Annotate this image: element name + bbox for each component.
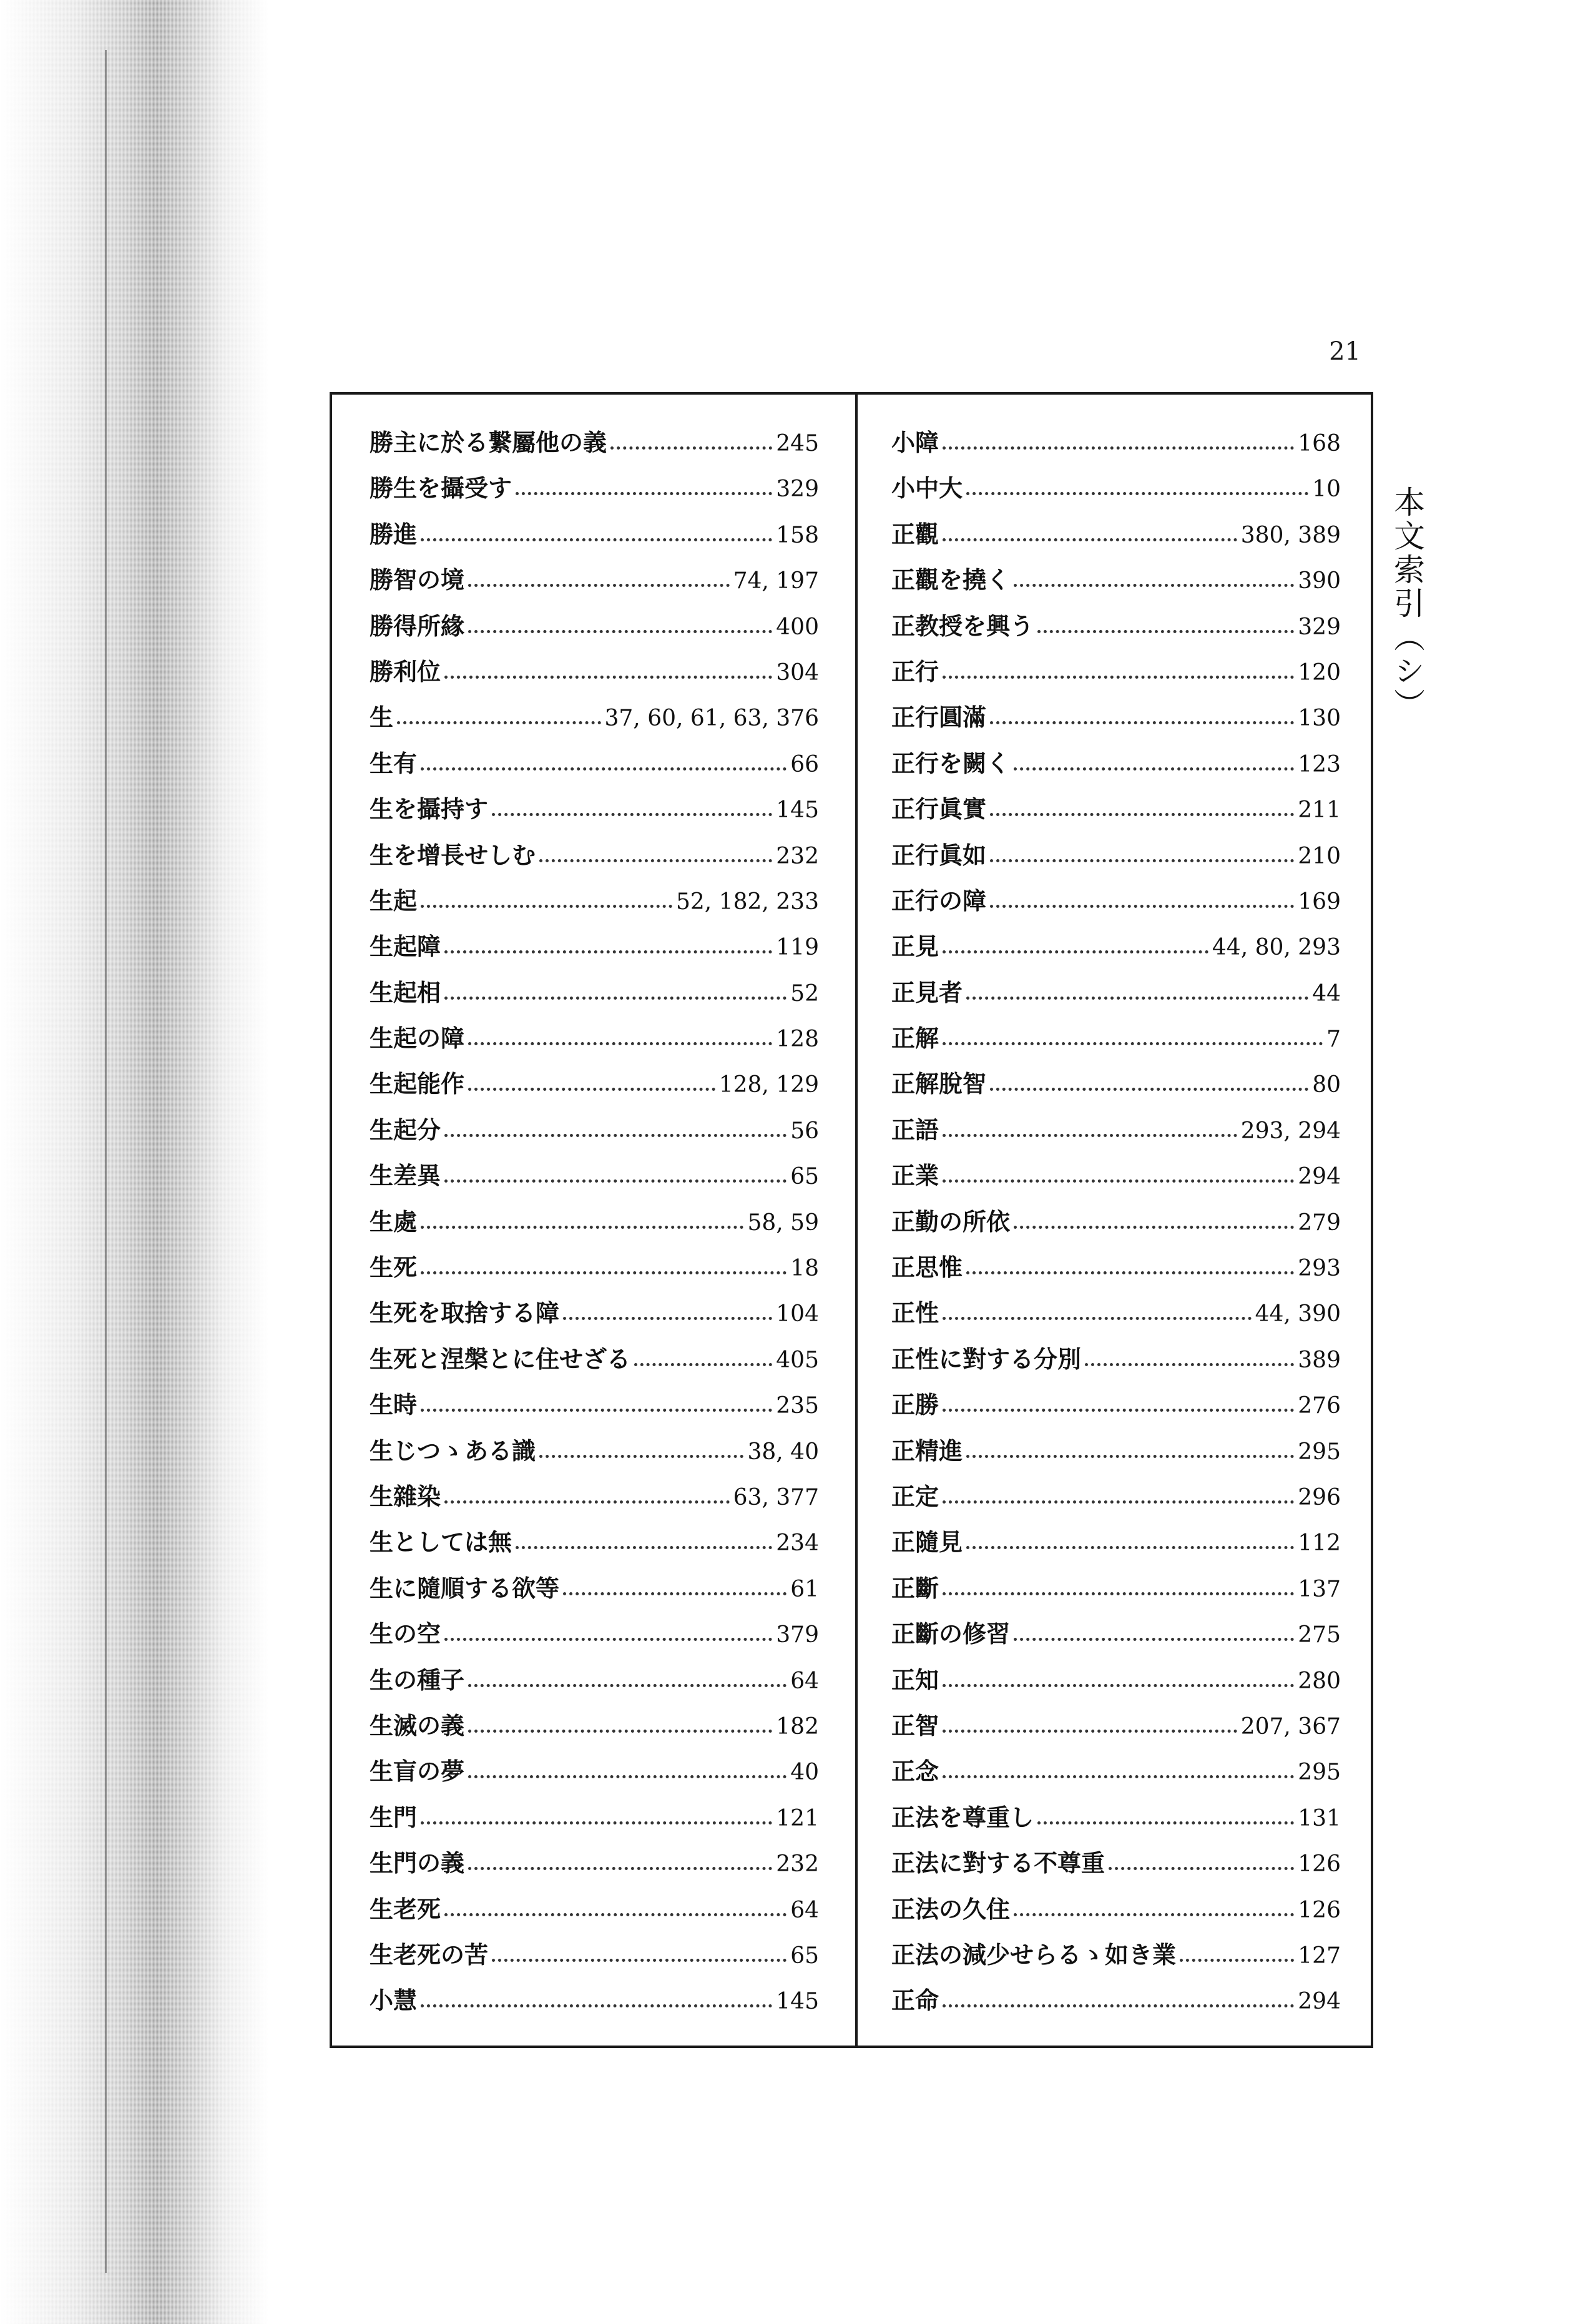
index-term: 正性 <box>891 1299 939 1327</box>
page-references: 120 <box>1298 659 1341 686</box>
dot-leader <box>943 538 1237 541</box>
dot-leader <box>421 905 672 908</box>
index-term: 生盲の夢 <box>370 1757 465 1786</box>
index-term: 正行 <box>891 657 939 686</box>
index-term: 生老死の苦 <box>370 1940 489 1969</box>
index-term: 勝進 <box>370 519 418 548</box>
index-entry <box>370 1748 819 1794</box>
index-entry <box>370 1428 819 1474</box>
page-references: 145 <box>776 1989 819 2015</box>
index-term: 生有 <box>370 749 418 777</box>
page-references: 128, 129 <box>718 1072 819 1098</box>
dot-leader <box>943 2004 1294 2007</box>
index-entry <box>891 694 1341 740</box>
index-entry <box>370 1244 819 1290</box>
index-entry <box>370 1290 819 1336</box>
index-entry <box>370 1199 819 1244</box>
column-divider <box>855 395 858 2046</box>
index-entry <box>370 741 819 786</box>
index-term: 正行の障 <box>891 886 987 915</box>
dot-leader <box>943 1134 1237 1137</box>
page-references: 329 <box>1298 614 1341 640</box>
index-term: 生起 <box>370 886 418 915</box>
page-references: 52 <box>790 980 819 1007</box>
page-references: 38, 40 <box>747 1439 819 1465</box>
index-term: 正斷 <box>891 1573 939 1602</box>
page-references: 280 <box>1298 1668 1341 1694</box>
page-references: 128 <box>776 1027 819 1053</box>
page-references: 119 <box>776 935 819 961</box>
page-references: 234 <box>776 1530 819 1557</box>
index-term: 小中大 <box>891 474 963 503</box>
index-entry <box>370 1977 819 2023</box>
index-entry <box>891 878 1341 923</box>
dot-leader <box>990 813 1294 816</box>
index-entry <box>891 420 1341 465</box>
page-references: 158 <box>776 522 819 548</box>
page-references: 294 <box>1298 1164 1341 1190</box>
page-references: 56 <box>790 1118 819 1144</box>
index-term: 生老死 <box>370 1894 441 1923</box>
index-entry <box>891 1199 1341 1244</box>
page-references: 275 <box>1298 1622 1341 1648</box>
index-column-right <box>891 420 1341 2024</box>
index-term: 正觀を撓く <box>891 566 1011 594</box>
index-term: 生としては無 <box>370 1528 512 1557</box>
dot-leader <box>943 1592 1294 1595</box>
index-entry <box>370 923 819 969</box>
dot-leader <box>444 1913 786 1916</box>
page-references: 168 <box>1298 431 1341 456</box>
index-entry <box>370 1932 819 1977</box>
dot-leader <box>468 1867 772 1870</box>
dot-leader <box>966 492 1308 495</box>
index-entry <box>891 1611 1341 1657</box>
index-entry <box>891 741 1341 786</box>
page-references: 380, 389 <box>1240 522 1341 548</box>
index-entry <box>370 1611 819 1657</box>
page-references: 295 <box>1298 1439 1341 1465</box>
index-entry <box>891 557 1341 603</box>
index-term: 勝得所緣 <box>370 611 465 640</box>
page-references: 389 <box>1298 1347 1341 1373</box>
index-entry <box>370 970 819 1015</box>
dot-leader <box>421 2004 772 2007</box>
page-references: 405 <box>776 1347 819 1373</box>
index-entry <box>891 1336 1341 1382</box>
index-entry <box>370 420 819 465</box>
page-references: 126 <box>1298 1897 1341 1923</box>
page-references: 64 <box>790 1668 819 1694</box>
index-entry <box>370 1153 819 1198</box>
index-entry <box>891 1840 1341 1886</box>
index-term: 正業 <box>891 1161 939 1190</box>
dot-leader <box>421 538 772 541</box>
dot-leader <box>492 813 772 816</box>
index-entry <box>891 1886 1341 1932</box>
index-term: 勝生を攝受す <box>370 474 512 503</box>
page-references: 80 <box>1312 1072 1341 1098</box>
page-references: 390 <box>1298 568 1341 594</box>
index-term: 正勤の所依 <box>891 1207 1011 1236</box>
page-references: 104 <box>776 1301 819 1327</box>
dot-leader <box>943 1317 1252 1320</box>
dot-leader <box>516 492 772 495</box>
index-term: 生差異 <box>370 1161 441 1190</box>
dot-leader <box>421 1821 772 1824</box>
index-term: 生を增長せしむ <box>370 840 536 869</box>
index-entry <box>370 1840 819 1886</box>
index-entry <box>370 603 819 649</box>
dot-leader <box>563 1317 772 1320</box>
page-references: 294 <box>1298 1989 1341 2015</box>
index-entry <box>891 1290 1341 1336</box>
page-references: 293 <box>1298 1256 1341 1282</box>
dot-leader <box>444 1134 786 1137</box>
dot-leader <box>966 1546 1294 1549</box>
dot-leader <box>444 1638 772 1641</box>
dot-leader <box>943 1179 1294 1183</box>
dot-leader <box>1037 1821 1294 1824</box>
index-term: 勝智の境 <box>370 566 465 594</box>
index-term: 正命 <box>891 1986 939 2015</box>
index-term: 生に隨順する欲等 <box>370 1573 560 1602</box>
page-references: 64 <box>790 1897 819 1923</box>
page-references: 169 <box>1298 889 1341 915</box>
index-term: 生雜染 <box>370 1482 441 1510</box>
index-term: 正智 <box>891 1711 939 1740</box>
dot-leader <box>444 676 772 679</box>
index-entry <box>891 1977 1341 2023</box>
dot-leader <box>943 1775 1294 1778</box>
index-entry <box>370 465 819 511</box>
page-references: 112 <box>1298 1530 1341 1557</box>
index-term: 正思惟 <box>891 1253 963 1282</box>
index-term: 勝主に於る繋屬他の義 <box>370 428 607 456</box>
index-term: 勝利位 <box>370 657 441 686</box>
index-entry <box>370 1886 819 1932</box>
index-term: 正定 <box>891 1482 939 1510</box>
index-term: 正觀 <box>891 519 939 548</box>
index-term: 正行を闕く <box>891 749 1011 777</box>
index-term: 正念 <box>891 1757 939 1786</box>
index-term: 生死と涅槃とに住せざる <box>370 1344 631 1373</box>
dot-leader <box>966 997 1308 1000</box>
dot-leader <box>444 950 772 953</box>
index-column-left <box>370 420 819 2024</box>
scanned-page-edge <box>0 0 268 2324</box>
index-term: 生の空 <box>370 1620 441 1648</box>
index-entry <box>370 1519 819 1565</box>
index-term: 生 <box>370 703 394 732</box>
index-entry <box>370 1336 819 1382</box>
dot-leader <box>468 1088 715 1091</box>
index-term: 正行圓滿 <box>891 703 987 732</box>
index-term: 生處 <box>370 1207 418 1236</box>
dot-leader <box>943 950 1208 953</box>
page-references: 127 <box>1298 1942 1341 1969</box>
index-entry <box>891 1474 1341 1519</box>
dot-leader <box>421 1226 743 1229</box>
dot-leader <box>610 446 772 450</box>
page-references: 40 <box>790 1760 819 1786</box>
dot-leader <box>421 767 786 771</box>
index-entry <box>891 970 1341 1015</box>
index-term: 正行眞如 <box>891 840 987 869</box>
dot-leader <box>943 446 1294 450</box>
index-term: 生死 <box>370 1253 418 1282</box>
dot-leader <box>421 1409 772 1412</box>
index-entry <box>891 1565 1341 1611</box>
page-number: 21 <box>1329 337 1361 366</box>
dot-leader <box>1180 1959 1294 1962</box>
index-term: 正解脫智 <box>891 1070 987 1098</box>
index-entry <box>891 1703 1341 1748</box>
index-entry <box>891 1428 1341 1474</box>
dot-leader <box>1109 1867 1294 1870</box>
dot-leader <box>943 1730 1237 1733</box>
dot-leader <box>516 1546 772 1549</box>
dot-leader <box>397 721 600 724</box>
index-entry <box>891 1107 1341 1153</box>
index-term: 正法の久住 <box>891 1894 1011 1923</box>
index-term: 小障 <box>891 428 939 456</box>
page-references: 182 <box>776 1713 819 1740</box>
dot-leader <box>468 1730 772 1733</box>
page-references: 126 <box>1298 1851 1341 1878</box>
dot-leader <box>990 905 1294 908</box>
dot-leader <box>1014 1913 1294 1916</box>
dot-leader <box>468 1775 786 1778</box>
dot-leader <box>943 1684 1294 1687</box>
index-term: 生門 <box>370 1803 418 1831</box>
dot-leader <box>563 1592 786 1595</box>
index-entry <box>370 1565 819 1611</box>
index-term: 正法の減少せらるゝ如き業 <box>891 1940 1177 1969</box>
index-term: 正行眞實 <box>891 795 987 824</box>
dot-leader <box>444 997 786 1000</box>
page-references: 37, 60, 61, 63, 376 <box>604 706 819 732</box>
index-entry <box>891 1748 1341 1794</box>
index-term: 正見 <box>891 932 939 961</box>
index-term: 正法を尊重し <box>891 1803 1034 1831</box>
page-references: 137 <box>1298 1576 1341 1602</box>
index-entry <box>370 1703 819 1748</box>
index-term: 生起障 <box>370 932 441 961</box>
dot-leader <box>634 1363 772 1366</box>
page-references: 7 <box>1326 1027 1341 1053</box>
dot-leader <box>468 1684 786 1687</box>
index-term: 正法に對する不尊重 <box>891 1849 1105 1878</box>
page-references: 279 <box>1298 1209 1341 1236</box>
index-entry <box>891 1795 1341 1840</box>
page-references: 130 <box>1298 706 1341 732</box>
index-entry <box>891 603 1341 649</box>
dot-leader <box>1014 1226 1294 1229</box>
index-term: 生を攝持す <box>370 795 489 824</box>
index-term: 小慧 <box>370 1986 418 2015</box>
page-references: 63, 377 <box>733 1484 819 1510</box>
index-entry <box>891 786 1341 832</box>
index-term: 生起相 <box>370 978 441 1007</box>
dot-leader <box>1014 584 1294 587</box>
index-entry <box>891 1382 1341 1427</box>
index-entry <box>891 465 1341 511</box>
index-term: 生滅の義 <box>370 1711 465 1740</box>
page-references: 18 <box>790 1256 819 1282</box>
index-entry <box>370 878 819 923</box>
page-references: 121 <box>776 1805 819 1831</box>
index-entry <box>370 649 819 694</box>
index-entry <box>370 694 819 740</box>
index-entry <box>891 1015 1341 1061</box>
index-entry <box>370 1382 819 1427</box>
index-entry <box>370 1015 819 1061</box>
dot-leader <box>539 1455 743 1458</box>
index-entry <box>370 1061 819 1106</box>
index-term: 生門の義 <box>370 1849 465 1878</box>
index-term: 生じつゝある識 <box>370 1436 536 1465</box>
index-entry <box>891 832 1341 878</box>
index-entry <box>370 1795 819 1840</box>
index-entry <box>370 832 819 878</box>
page-references: 232 <box>776 1851 819 1878</box>
index-entry <box>891 649 1341 694</box>
page-references: 329 <box>776 476 819 503</box>
index-term: 生の種子 <box>370 1665 465 1694</box>
index-term: 正解 <box>891 1024 939 1053</box>
dot-leader <box>966 1271 1294 1274</box>
page-references: 232 <box>776 843 819 869</box>
page-references: 44, 390 <box>1255 1301 1341 1327</box>
page-references: 52, 182, 233 <box>675 889 819 915</box>
dot-leader <box>990 721 1294 724</box>
page-references: 296 <box>1298 1484 1341 1510</box>
index-entry <box>891 1153 1341 1198</box>
dot-leader <box>421 1271 786 1274</box>
page-references: 304 <box>776 659 819 686</box>
section-side-label: 本文索引（シ） <box>1389 486 1425 722</box>
page-references: 276 <box>1298 1393 1341 1419</box>
page-references: 65 <box>790 1942 819 1969</box>
page-references: 211 <box>1298 797 1341 824</box>
dot-leader <box>943 676 1294 679</box>
page-references: 66 <box>790 751 819 777</box>
index-term: 正教授を興う <box>891 611 1034 640</box>
dot-leader <box>943 1409 1294 1412</box>
index-term: 正語 <box>891 1115 939 1144</box>
index-term: 正知 <box>891 1665 939 1694</box>
page-references: 295 <box>1298 1760 1341 1786</box>
index-entry <box>370 1474 819 1519</box>
dot-leader <box>943 1042 1323 1045</box>
index-term: 正隨見 <box>891 1528 963 1557</box>
index-term: 生時 <box>370 1391 418 1419</box>
index-entry <box>891 1657 1341 1703</box>
dot-leader <box>990 859 1294 862</box>
page-references: 58, 59 <box>747 1209 819 1236</box>
dot-leader <box>492 1959 786 1962</box>
index-term: 生起能作 <box>370 1070 465 1098</box>
page-references: 245 <box>776 431 819 456</box>
dot-leader <box>966 1455 1294 1458</box>
index-term: 正見者 <box>891 978 963 1007</box>
dot-leader <box>468 584 730 587</box>
page-references: 131 <box>1298 1805 1341 1831</box>
index-term: 正斷の修習 <box>891 1620 1011 1648</box>
page-references: 207, 367 <box>1240 1713 1341 1740</box>
index-term: 正性に對する分別 <box>891 1344 1082 1373</box>
index-term: 生起分 <box>370 1115 441 1144</box>
page-references: 10 <box>1312 476 1341 503</box>
page-references: 400 <box>776 614 819 640</box>
dot-leader <box>444 1500 730 1504</box>
page-references: 379 <box>776 1622 819 1648</box>
dot-leader <box>1014 767 1294 771</box>
dot-leader <box>1085 1363 1294 1366</box>
page-references: 65 <box>790 1164 819 1190</box>
index-term: 生起の障 <box>370 1024 465 1053</box>
dot-leader <box>468 1042 772 1045</box>
dot-leader <box>444 1179 786 1183</box>
index-entry <box>370 786 819 832</box>
page-references: 235 <box>776 1393 819 1419</box>
index-entry <box>891 923 1341 969</box>
page-references: 210 <box>1298 843 1341 869</box>
index-entry <box>891 511 1341 557</box>
index-entry <box>891 1519 1341 1565</box>
dot-leader <box>468 630 772 633</box>
index-term: 生死を取捨する障 <box>370 1299 560 1327</box>
page-references: 145 <box>776 797 819 824</box>
page-references: 123 <box>1298 751 1341 777</box>
index-entry <box>370 1107 819 1153</box>
page-references: 44, 80, 293 <box>1212 935 1341 961</box>
page-references: 74, 197 <box>733 568 819 594</box>
index-entry <box>370 511 819 557</box>
binding-line <box>105 50 107 2273</box>
index-entry <box>891 1244 1341 1290</box>
index-entry <box>370 557 819 603</box>
page-references: 61 <box>790 1576 819 1602</box>
index-term: 正精進 <box>891 1436 963 1465</box>
index-entry <box>891 1932 1341 1977</box>
dot-leader <box>943 1500 1294 1504</box>
index-entry <box>370 1657 819 1703</box>
page-references: 293, 294 <box>1240 1118 1341 1144</box>
index-term: 正勝 <box>891 1391 939 1419</box>
index-entry <box>891 1061 1341 1106</box>
dot-leader <box>1014 1638 1294 1641</box>
page-references: 44 <box>1312 980 1341 1007</box>
dot-leader <box>1037 630 1294 633</box>
dot-leader <box>539 859 772 862</box>
dot-leader <box>990 1088 1308 1091</box>
